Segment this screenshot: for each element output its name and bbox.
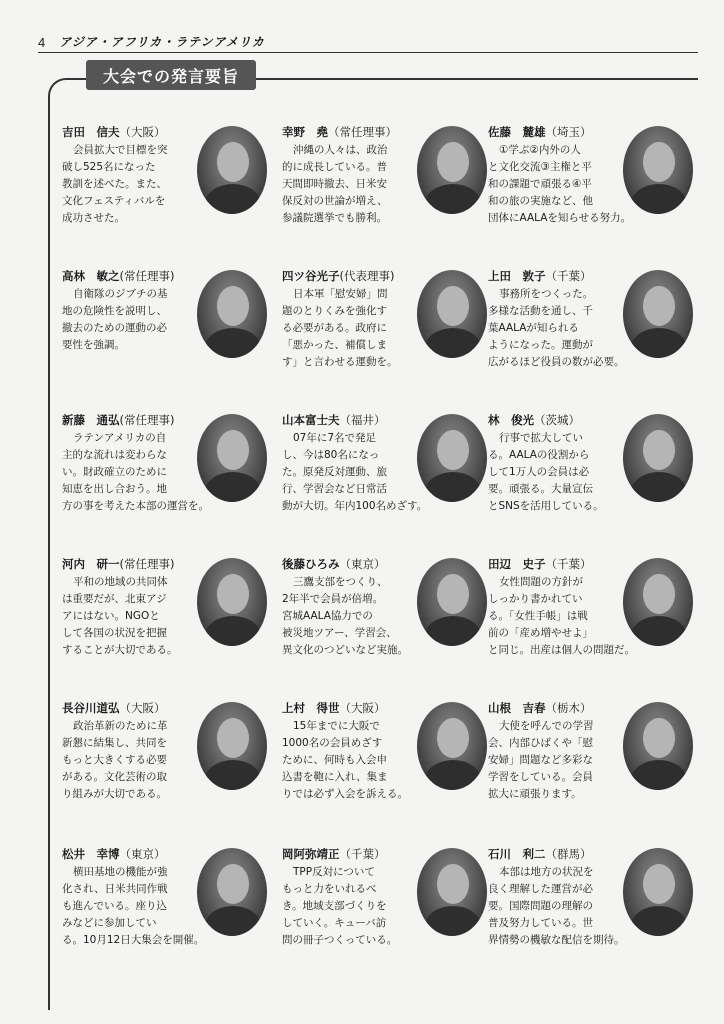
statement-line: 異文化のつどいなど実施。 — [282, 644, 408, 656]
statement-line: 事務所をつくった。 — [499, 288, 594, 300]
photo-body — [205, 184, 261, 214]
speaker-statement — [488, 864, 625, 949]
speaker-card — [488, 124, 693, 254]
speaker-photo — [197, 848, 267, 936]
speaker-statement — [488, 574, 635, 659]
speaker-photo — [417, 414, 487, 502]
speaker-name-text: 吉田 信夫 — [62, 125, 120, 139]
speaker-statement — [62, 574, 190, 659]
speaker-name-text: 河内 研一 — [62, 557, 120, 571]
speaker-statement — [62, 864, 205, 949]
speaker-role: （千葉） — [339, 847, 386, 861]
photo-face — [437, 430, 469, 470]
statement-line: TPP反対について — [293, 866, 375, 878]
speaker-name-text: 後藤ひろみ — [282, 557, 340, 571]
photo-face — [217, 864, 249, 904]
photo-face — [217, 430, 249, 470]
photo-body — [425, 472, 481, 502]
statement-line: 拡大に頑張ります。 — [488, 788, 582, 800]
statement-line: 沖縄の人々は、政治 — [293, 144, 388, 156]
speaker-photo — [417, 270, 487, 358]
photo-face — [643, 430, 675, 470]
statement-line: ラテンアメリカの自 — [73, 432, 167, 444]
speaker-photo — [623, 414, 693, 502]
statement-line: とSNSを活用している。 — [488, 500, 604, 512]
statement-line: 葉AALAが知られる — [488, 322, 579, 334]
speaker-name-text: 四ツ谷光子 — [282, 269, 340, 283]
speaker-name — [62, 412, 174, 428]
speaker-name — [488, 556, 592, 572]
photo-body — [631, 760, 687, 790]
speaker-card — [488, 846, 693, 976]
statement-line: 題のとりくみを強化す — [282, 305, 387, 317]
statement-line: 問の冊子つくっている。 — [282, 934, 398, 946]
speaker-photo — [417, 126, 487, 214]
statement-line: 団体にAALAを知らせる努力。 — [488, 212, 632, 224]
photo-body — [631, 328, 687, 358]
photo-body — [631, 906, 687, 936]
statement-line: 宮城AALA協力での — [282, 610, 373, 622]
statement-line: しっかり書かれてい — [488, 593, 583, 605]
statement-line: き。地域支部づくりを — [282, 900, 387, 912]
statement-line: は重要だが、北東アジ — [62, 593, 167, 605]
page-header — [38, 30, 698, 53]
statement-line: 要。頑張る。大量宣伝 — [488, 483, 593, 495]
statement-line: 文化フェスティバルを — [62, 195, 166, 207]
statement-line: 学習をしている。会員 — [488, 771, 593, 783]
statement-line: 広がるほど役員の数が必要。 — [488, 356, 625, 368]
speaker-role: (常任理事) — [119, 413, 175, 427]
speaker-name-text: 山本富士夫 — [282, 413, 340, 427]
statement-line: もっと力をいれるべ — [282, 883, 377, 895]
speaker-role: （茨城） — [534, 413, 580, 427]
speaker-name-text: 新藤 通弘 — [62, 413, 120, 427]
speaker-name — [62, 268, 174, 284]
speaker-role: （埼玉） — [545, 125, 592, 139]
speaker-statement — [488, 430, 616, 515]
speaker-card — [282, 412, 487, 542]
speaker-card — [488, 412, 693, 542]
statement-line: 込書を鞄に入れ、集ま — [282, 771, 388, 783]
speaker-role: (常任理事) — [119, 269, 175, 283]
photo-face — [643, 142, 675, 182]
statement-line: 撤去のための運動の必 — [62, 322, 167, 334]
speaker-name — [62, 124, 166, 140]
speaker-role: (代表理事) — [339, 269, 395, 283]
speaker-name-text: 高林 敏之 — [62, 269, 120, 283]
statement-line: 前の「産め増やせよ」 — [488, 627, 593, 639]
statement-line: 07年に7名で発足 — [293, 432, 377, 444]
photo-face — [437, 286, 469, 326]
speaker-card — [62, 700, 267, 830]
statement-line: 和の課題で頑張る④平 — [488, 178, 592, 190]
speaker-card — [62, 556, 267, 686]
speaker-name-text: 佐藤 麓雄 — [488, 125, 546, 139]
speaker-name — [62, 846, 166, 862]
speaker-role: （千葉） — [545, 557, 592, 571]
statement-line: していく。キューバ訪 — [282, 917, 387, 929]
speaker-photo — [197, 270, 267, 358]
speaker-statement — [282, 430, 428, 515]
speaker-card — [488, 556, 693, 686]
photo-face — [437, 864, 469, 904]
photo-body — [631, 616, 687, 646]
speaker-name-text: 長谷川道弘 — [62, 701, 120, 715]
speaker-name-text: 石川 利二 — [488, 847, 546, 861]
statement-line: と同じ。出産は個人の問題だ。 — [488, 644, 635, 656]
statement-line: 的に成長している。普 — [282, 161, 387, 173]
statement-line: 保反対の世論が増え、 — [282, 195, 388, 207]
page-number: 4 — [38, 35, 46, 50]
speaker-card — [62, 412, 267, 542]
statement-line: りでは必ず入会を訴える。 — [282, 788, 408, 800]
statement-line: 会、内部ひばくや「慰 — [488, 737, 593, 749]
speaker-role: （千葉） — [545, 269, 592, 283]
photo-face — [437, 574, 469, 614]
speaker-statement — [62, 718, 190, 803]
speaker-name-text: 岡阿弥靖正 — [282, 847, 340, 861]
statement-line: 政治革新のために革 — [73, 720, 168, 732]
speaker-name — [62, 556, 174, 572]
statement-line: 本部は地方の状況を — [499, 866, 594, 878]
statement-line: 横田基地の機能が強 — [73, 866, 168, 878]
photo-face — [217, 718, 249, 758]
statement-line: し、今は80名になっ — [282, 449, 380, 461]
speaker-photo — [417, 702, 487, 790]
statement-line: 地の危険性を説明し、 — [62, 305, 167, 317]
speaker-card — [282, 700, 487, 830]
statement-line: アにはない。NGOと — [62, 610, 160, 622]
speaker-photo — [197, 558, 267, 646]
statement-line: 行事で拡大してい — [499, 432, 583, 444]
speaker-photo — [197, 126, 267, 214]
section-title: 大会での発言要旨 — [86, 60, 256, 90]
statement-line: 知恵を出し合おう。地 — [62, 483, 167, 495]
speaker-card — [488, 700, 693, 830]
speaker-role: （栃木） — [545, 701, 592, 715]
speaker-photo — [623, 848, 693, 936]
photo-face — [437, 718, 469, 758]
speaker-statement — [62, 286, 190, 354]
speaker-photo — [623, 270, 693, 358]
photo-body — [631, 184, 687, 214]
statement-line: 2年半で会員が倍増。 — [282, 593, 384, 605]
statement-line: 普及努力している。世 — [488, 917, 593, 929]
statement-line: して1万人の会員は必 — [488, 466, 590, 478]
photo-body — [205, 760, 261, 790]
statement-line: みなどに参加してい — [62, 917, 157, 929]
speaker-card — [62, 846, 267, 976]
statement-line: して各国の状況を把握 — [62, 627, 167, 639]
statement-line: 和の旅の実施など、他 — [488, 195, 593, 207]
speaker-role: （福井） — [339, 413, 386, 427]
speaker-name — [488, 268, 592, 284]
statement-line: 大使を呼んでの学習 — [499, 720, 594, 732]
speaker-statement — [282, 574, 410, 659]
statement-line: 会員拡大で目標を突 — [73, 144, 168, 156]
photo-face — [217, 142, 249, 182]
statement-line: 「悪かった、補償しま — [282, 339, 387, 351]
statement-line: 天間即時撤去、日米安 — [282, 178, 387, 190]
speaker-role: （東京） — [339, 557, 386, 571]
statement-line: 教訓を述べた。また、 — [62, 178, 167, 190]
speaker-name-text: 山根 吉春 — [488, 701, 546, 715]
speaker-name — [282, 556, 386, 572]
statement-line: 成功させた。 — [62, 212, 125, 224]
statement-line: 新懇に結集し、共同を — [62, 737, 167, 749]
statement-line: 女性問題の方針が — [499, 576, 583, 588]
statement-line: 破し525名になった — [62, 161, 156, 173]
speaker-name-text: 松井 幸博 — [62, 847, 120, 861]
speaker-role: （大阪） — [119, 701, 166, 715]
statement-line: た。原発反対運動、旅 — [282, 466, 387, 478]
photo-body — [425, 328, 481, 358]
speaker-statement — [62, 430, 209, 515]
speaker-photo — [623, 126, 693, 214]
statement-line: 安婦」問題など多彩な — [488, 754, 593, 766]
speaker-name — [282, 846, 386, 862]
speaker-name — [282, 124, 397, 140]
speaker-card — [282, 124, 487, 254]
photo-body — [205, 472, 261, 502]
statement-line: い。財政確立のために — [62, 466, 167, 478]
statement-line: 方の事を考えた本部の運営を。 — [62, 500, 209, 512]
speaker-statement — [488, 718, 616, 803]
speaker-photo — [197, 414, 267, 502]
photo-face — [643, 286, 675, 326]
photo-body — [425, 906, 481, 936]
speaker-name — [488, 124, 592, 140]
speaker-name-text: 上村 得世 — [282, 701, 340, 715]
photo-face — [643, 864, 675, 904]
statement-line: 良く理解した運営が必 — [488, 883, 593, 895]
speaker-photo — [623, 558, 693, 646]
photo-face — [643, 718, 675, 758]
photo-body — [205, 328, 261, 358]
speaker-statement — [282, 286, 410, 371]
statement-line: 1000名の会員めざす — [282, 737, 383, 749]
photo-face — [437, 142, 469, 182]
statement-line: ①学ぶ②内外の人 — [499, 144, 581, 156]
speaker-card — [282, 556, 487, 686]
photo-body — [205, 906, 261, 936]
statement-line: 界情勢の機敏な配信を期待。 — [488, 934, 625, 946]
statement-line: 多様な活動を通し、千 — [488, 305, 593, 317]
speaker-name — [488, 700, 592, 716]
speaker-photo — [417, 848, 487, 936]
statement-line: 被災地ツアー、学習会、 — [282, 627, 397, 639]
speaker-photo — [417, 558, 487, 646]
speaker-statement — [282, 864, 410, 949]
speaker-statement — [62, 142, 190, 227]
photo-body — [631, 472, 687, 502]
photo-body — [425, 616, 481, 646]
speaker-card — [62, 124, 267, 254]
speaker-name — [282, 700, 386, 716]
statement-line: 要性を強調。 — [62, 339, 125, 351]
statement-line: 要。国際問題の理解の — [488, 900, 593, 912]
statement-line: 15年までに大阪で — [293, 720, 380, 732]
speaker-statement — [282, 142, 410, 227]
statement-line: 自衛隊のジブチの基 — [73, 288, 168, 300]
photo-body — [425, 184, 481, 214]
statement-line: ようになった。運動が — [488, 339, 593, 351]
speaker-name — [488, 846, 592, 862]
speaker-statement — [488, 142, 632, 227]
statement-line: す」と言わせる運動を。 — [282, 356, 398, 368]
statement-line: る。AALAの役割から — [488, 449, 590, 461]
speaker-role: （群馬） — [545, 847, 592, 861]
photo-face — [217, 574, 249, 614]
speaker-role: （常任理事） — [328, 125, 397, 139]
statement-line: も進んでいる。座り込 — [62, 900, 167, 912]
photo-face — [643, 574, 675, 614]
statement-line: 三鷹支部をつくり、 — [293, 576, 388, 588]
statement-line: 平和の地域の共同体 — [73, 576, 168, 588]
statement-line: と文化交流③主権と平 — [488, 161, 592, 173]
statement-line: 動が大切。年内100名めざす。 — [282, 500, 428, 512]
photo-body — [425, 760, 481, 790]
speaker-card — [282, 846, 487, 976]
speaker-card — [282, 268, 487, 398]
photo-face — [217, 286, 249, 326]
speaker-role: （大阪） — [339, 701, 386, 715]
statement-line: がある。文化芸術の取 — [62, 771, 167, 783]
speaker-photo — [197, 702, 267, 790]
statement-line: 参議院選挙でも勝利。 — [282, 212, 387, 224]
statement-line: る必要がある。政府に — [282, 322, 387, 334]
statement-line: ために、何時も入会申 — [282, 754, 387, 766]
statement-line: することが大切である。 — [62, 644, 178, 656]
speaker-name — [282, 268, 394, 284]
photo-body — [205, 616, 261, 646]
statement-line: る。「女性手帳」は戦 — [488, 610, 588, 622]
statement-line: り組みが大切である。 — [62, 788, 167, 800]
publication-title: アジア・アフリカ・ラテンアメリカ — [59, 35, 265, 49]
speaker-role: (常任理事) — [119, 557, 175, 571]
speaker-name — [62, 700, 166, 716]
speaker-card — [488, 268, 693, 398]
statement-line: る。10月12日大集会を開催。 — [62, 934, 205, 946]
speaker-name-text: 上田 敦子 — [488, 269, 546, 283]
speaker-statement — [282, 718, 410, 803]
speaker-card — [62, 268, 267, 398]
speaker-photo — [623, 702, 693, 790]
speaker-statement — [488, 286, 625, 371]
statement-line: 日本軍「慰安婦」問 — [293, 288, 388, 300]
statement-line: 化され、日米共同作戦 — [62, 883, 168, 895]
speaker-name-text: 田辺 史子 — [488, 557, 546, 571]
speaker-role: （大阪） — [119, 125, 166, 139]
statement-line: 行、学習会など日常活 — [282, 483, 387, 495]
speaker-name — [488, 412, 580, 428]
speaker-name-text: 林 俊光 — [488, 413, 534, 427]
statement-line: 主的な流れは変わらな — [62, 449, 167, 461]
speaker-name — [282, 412, 386, 428]
speaker-name-text: 幸野 堯 — [282, 125, 328, 139]
speaker-role: （東京） — [119, 847, 166, 861]
statement-line: もっと大きくする必要 — [62, 754, 167, 766]
